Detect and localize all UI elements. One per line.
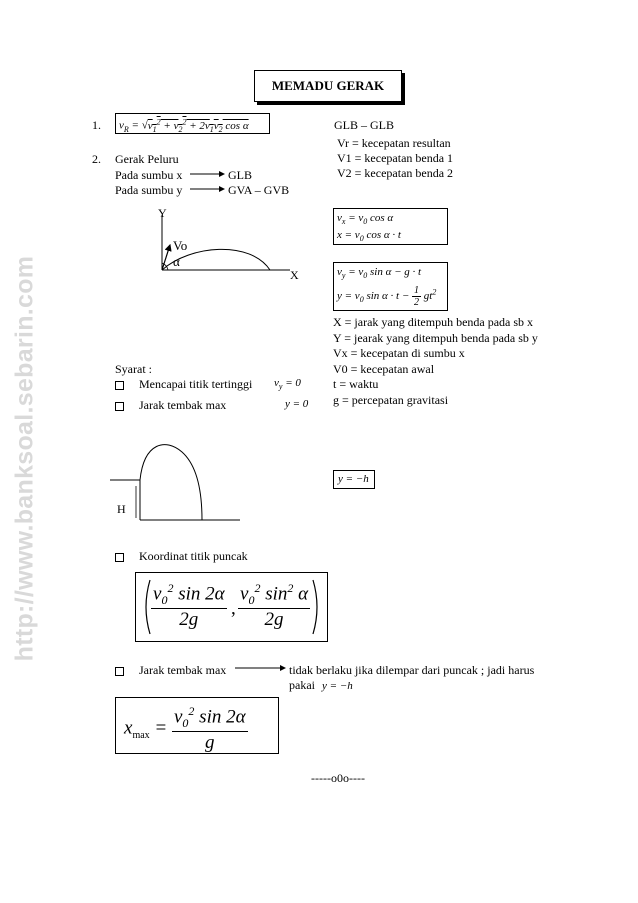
formula-puncak-y: $\frac{v_0^2 \sin^2 \alpha}{2g}$ <box>240 581 309 631</box>
formula-vr: $v_R = √v_1^2 + v_2^2 + 2v_1v_2$ cos α <box>119 117 249 134</box>
bullet-icon <box>115 381 124 390</box>
axis-x-label: Pada sumbu x <box>115 168 183 182</box>
formula-vy: $v_y = v_0$ sin α − g · t <box>337 266 422 281</box>
formula-xmax-box <box>115 697 279 754</box>
jarak-item <box>115 663 226 678</box>
footer: -----o0o---- <box>311 771 365 785</box>
syarat-item-2 <box>115 398 226 413</box>
diagram-v0-label: Vo <box>173 238 188 253</box>
puncak-item <box>115 549 248 564</box>
formula-puncak-x: $\frac{v_0^2 \sin 2\alpha}{2g}$ <box>153 581 225 631</box>
legend-2-vx: Vx = kecepatan di sumbu x <box>333 346 465 360</box>
paren-right <box>311 579 323 635</box>
legend-2-x: X = jarak yang ditempuh benda pada sb x <box>333 315 534 329</box>
bullet-icon <box>115 553 124 562</box>
jarak-note-line-2 <box>289 678 353 693</box>
legend-2 <box>333 315 538 408</box>
cliff-projectile-diagram <box>110 440 245 525</box>
jarak-label: Jarak tembak max <box>139 663 227 677</box>
glb-glb-title: GLB – GLB <box>334 118 394 132</box>
formula-puncak-box <box>135 572 328 642</box>
bullet-icon <box>115 667 124 676</box>
legend-1 <box>337 136 453 181</box>
watermark: http://www.banksoal.sebarin.com <box>10 255 39 662</box>
diagram-alpha-label: α <box>173 254 180 269</box>
legend-2-y: Y = jearak yang ditempuh benda pada sb y <box>333 330 538 345</box>
syarat-item-1-label: Mencapai titik tertinggi <box>139 377 253 391</box>
comma: , <box>231 598 236 619</box>
syarat-item-1 <box>115 377 252 392</box>
formula-y: $y = v_0$ sin α · t − $\frac{1}{2}$ $gt^2$ <box>337 285 437 308</box>
jarak-note-pakai: pakai <box>289 678 315 692</box>
legend-2-t: t = waktu <box>333 377 379 391</box>
formula-x: $x = v_0$ cos α · t <box>337 229 401 244</box>
bullet-icon <box>115 402 124 411</box>
arrow-icon <box>235 662 290 674</box>
puncak-label: Koordinat titik puncak <box>139 549 248 563</box>
formula-y-box <box>333 262 448 311</box>
axis-x-motion: GLB <box>228 168 252 182</box>
formula-vx: $v_x = v_0$ cos α <box>337 212 394 227</box>
legend-2-g: g = percepatan gravitasi <box>333 392 449 407</box>
page-title: MEMADU GERAK <box>254 70 402 102</box>
diagram-y-label: Y <box>158 206 167 220</box>
axis-y-label: Pada sumbu y <box>115 183 183 197</box>
gerak-peluru-label: Gerak Peluru <box>115 152 179 166</box>
condition-y-zero: y = 0 <box>285 398 309 410</box>
diagram-x-label: X <box>290 268 299 282</box>
item-1-number: 1. <box>92 118 101 132</box>
arrows-axis <box>190 168 230 198</box>
formula-x-box <box>333 208 448 245</box>
formula-vr-box <box>115 113 270 134</box>
jarak-note-formula: y = −h <box>322 680 353 692</box>
axis-y-motion: GVA – GVB <box>228 183 290 197</box>
legend-1-v2: V2 = kecepatan benda 2 <box>337 166 454 180</box>
jarak-note-line-1: tidak berlaku jika dilempar dari puncak ; jadi harus <box>289 663 535 677</box>
diagram-h-label: H <box>117 502 126 516</box>
legend-1-v1: V1 = kecepatan benda 1 <box>337 151 454 165</box>
condition-vy-zero: $v_y = 0$ <box>274 377 301 392</box>
item-2-number: 2. <box>92 152 101 166</box>
formula-xmax: $x_{max}$ = $\frac{v_0^2 \sin 2\alpha}{g}$ <box>124 704 246 754</box>
syarat-item-2-label: Jarak tembak max <box>139 398 227 412</box>
formula-y-minus-h-box <box>333 470 375 489</box>
legend-1-vr: Vr = kecepatan resultan <box>337 136 451 150</box>
syarat-heading: Syarat : <box>115 362 152 376</box>
legend-2-v0: V0 = kecepatan awal <box>333 361 435 376</box>
formula-y-minus-h: y = −h <box>338 473 369 485</box>
